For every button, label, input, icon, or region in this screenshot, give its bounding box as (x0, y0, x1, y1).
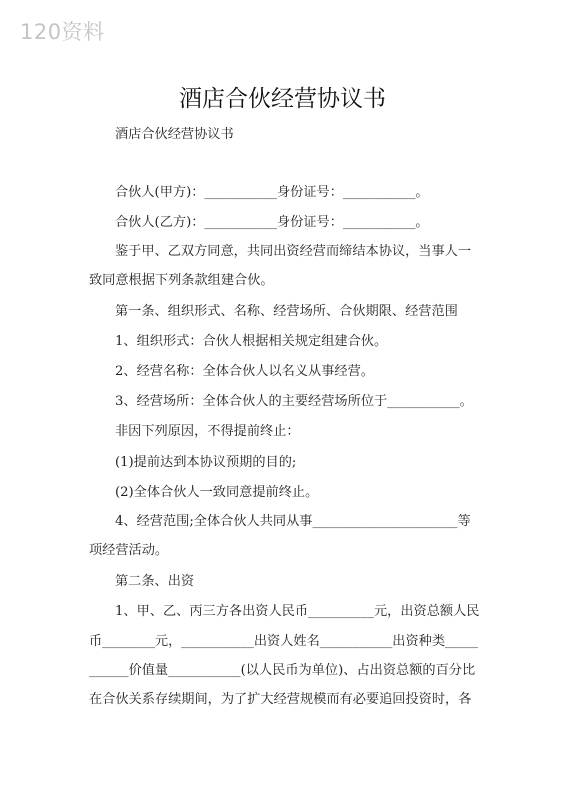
party-b-line: 合伙人(乙方)：___________身份证号：___________。 (115, 215, 429, 230)
termination-item-1: (1)提前达到本协议预期的目的; (115, 455, 297, 470)
preamble-line-2: 致同意根据下列条款组建合伙。 (89, 273, 274, 288)
clause-2-1-line-3: ______价值量___________(以人民币为单位)、占出资总额的百分比 (89, 663, 476, 678)
clause-1-3: 3、经营场所：全体合伙人的主要经营场所位于___________。 (115, 394, 473, 409)
subtitle-line: 酒店合伙经营协议书 (115, 127, 234, 142)
clause-2-1-line-4: 在合伙关系存续期间，为了扩大经营规模而有必要追回投资时，各 (89, 692, 472, 707)
watermark: 120资料 (20, 20, 105, 44)
preamble-line-1: 鉴于甲、乙双方同意，共同出资经营而缔结本协议，当事人一 (115, 244, 472, 259)
clause-2-1-line-2: 币________元，___________出资人姓名___________出资种类_____ (89, 634, 479, 649)
clause-1-4-line-1: 4、经营范围;全体合伙人共同从事______________________等 (115, 514, 471, 529)
article-1-heading: 第一条、组织形式、名称、经营场所、合伙期限、经营范围 (115, 304, 458, 319)
clause-1-2: 2、经营名称：全体合伙人以名义从事经营。 (115, 364, 374, 379)
clause-1-1: 1、组织形式：合伙人根据相关规定组建合伙。 (115, 334, 388, 349)
document-title: 酒店合伙经营协议书 (179, 86, 386, 112)
clause-1-4-line-2: 项经营活动。 (89, 543, 169, 558)
termination-item-2: (2)全体合伙人一致同意提前终止。 (115, 485, 319, 500)
clause-2-1-line-1: 1、甲、乙、丙三方各出资人民币__________元，出资总额人民 (115, 604, 480, 619)
article-2-heading: 第二条、出资 (115, 574, 195, 589)
party-a-line: 合伙人(甲方)：___________身份证号：___________。 (115, 185, 429, 200)
termination-intro: 非因下列原因，不得提前终止： (115, 424, 300, 439)
